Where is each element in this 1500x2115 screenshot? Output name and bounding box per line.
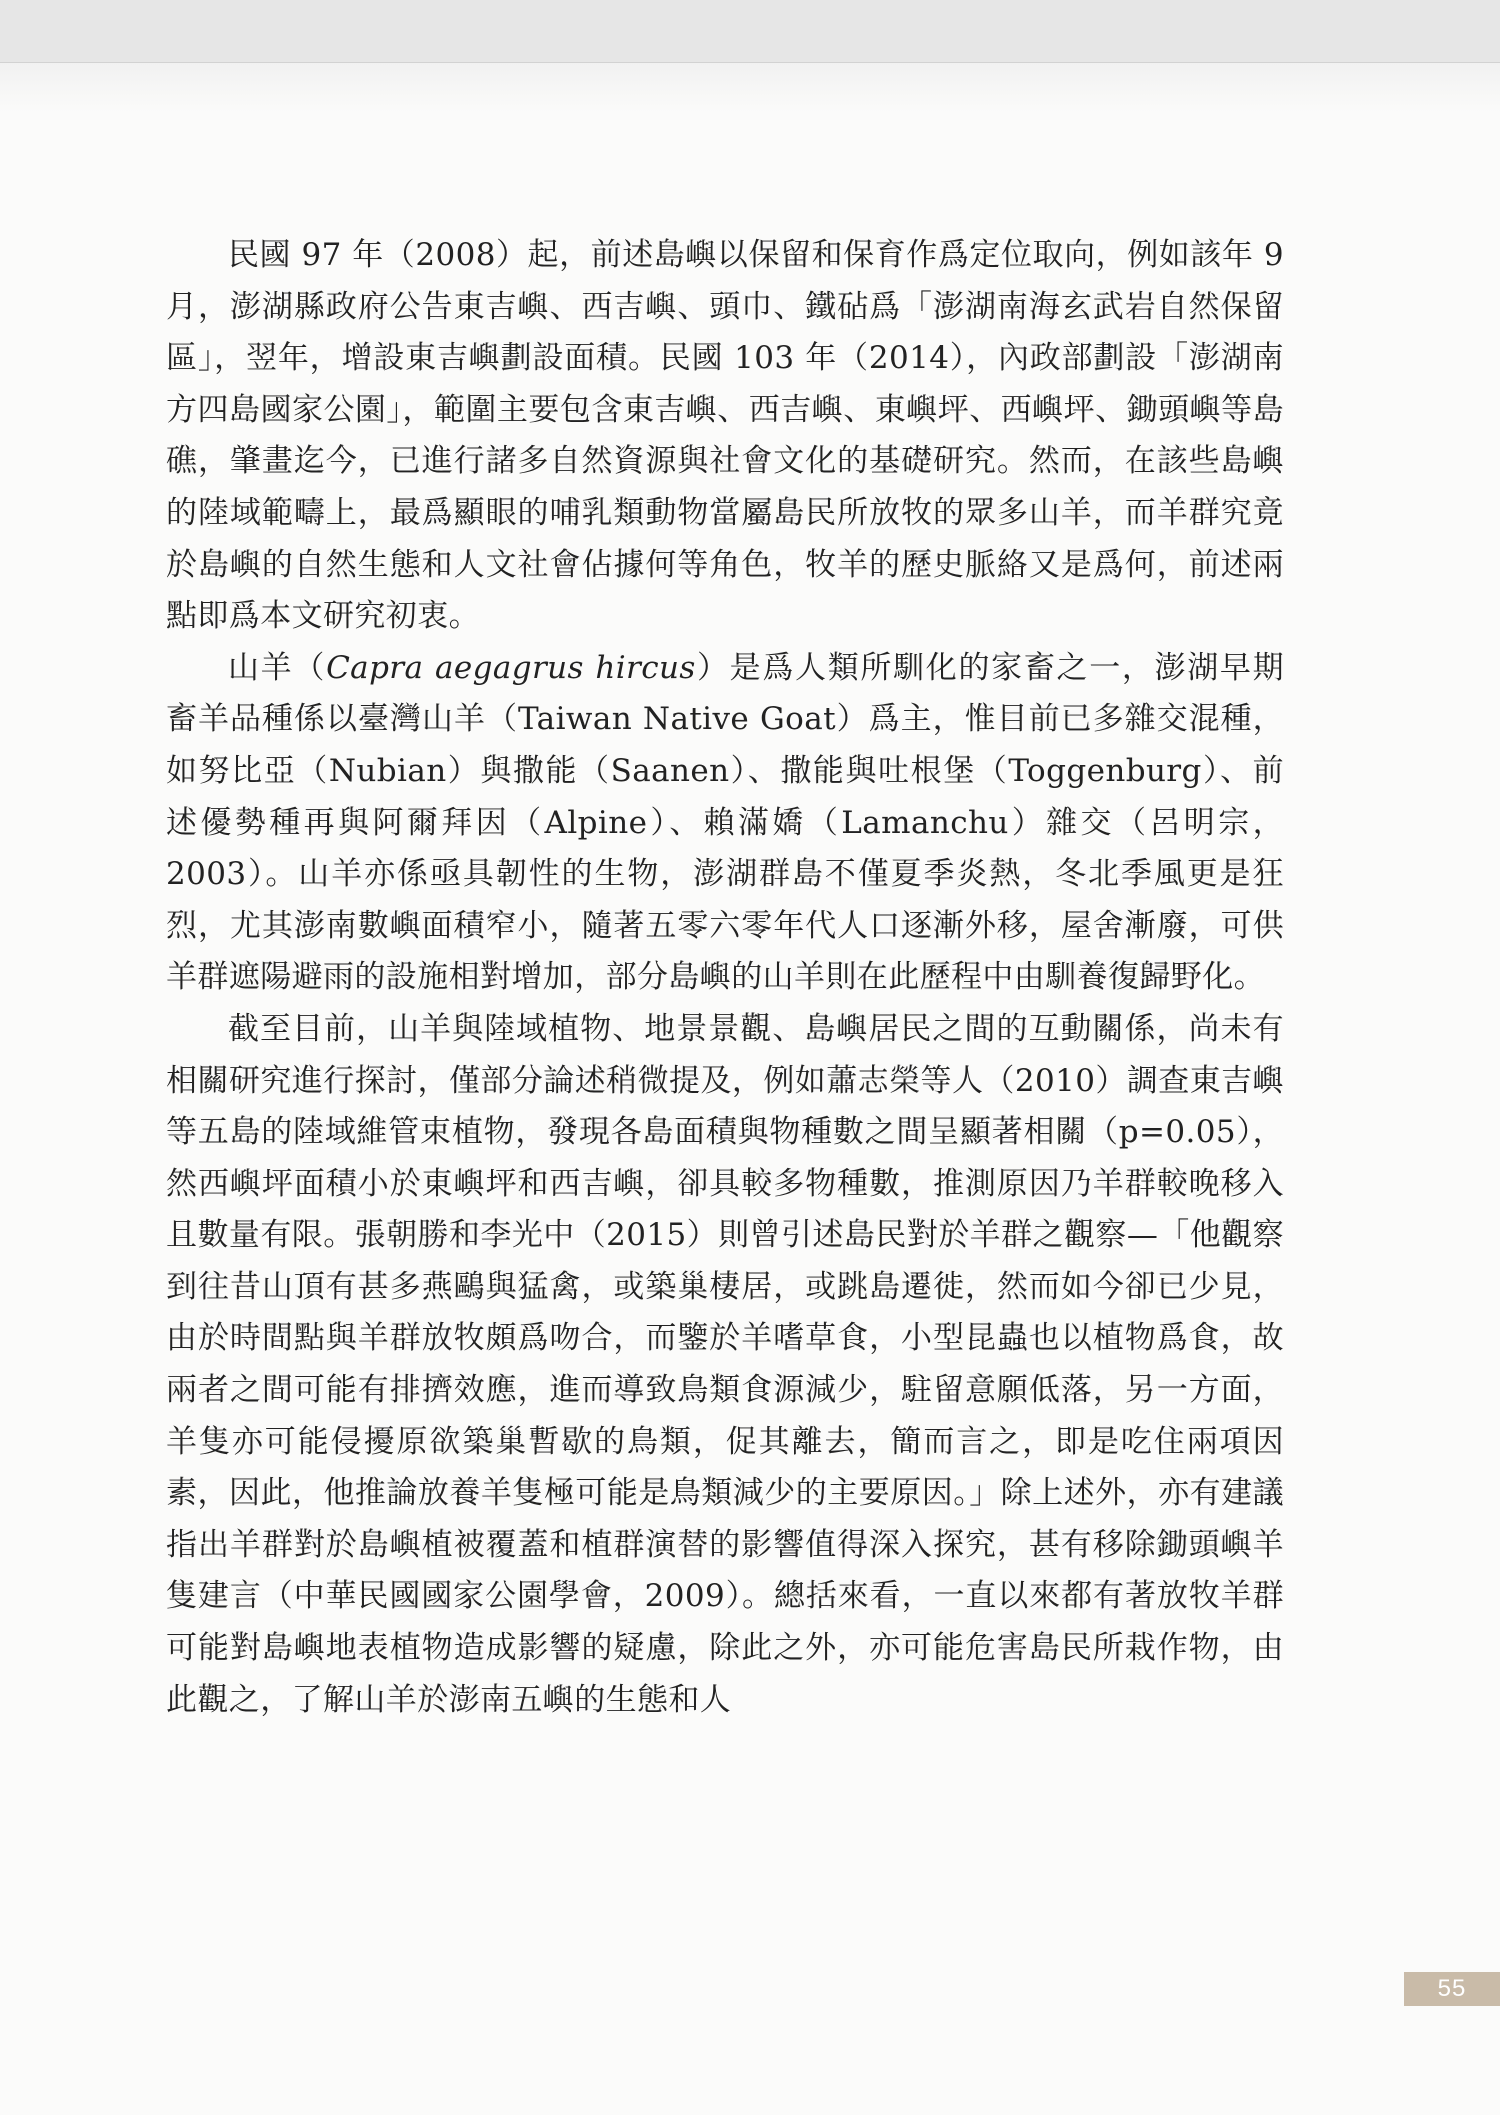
paragraph-3: 截至目前，山羊與陸域植物、地景景觀、島嶼居民之間的互動關係，尚未有相關研究進行探討，僅部分論述稍微提及，例如蕭志榮等人（2010）調查東吉嶼等五島的陸域維管束植物，發現各島面積與物種數之間呈顯著相關（p=0.05），然西嶼坪面積小於東嶼坪和西吉嶼，卻具較多物種數，推測原因乃羊群較晚移入且數量有限。張朝勝和李光中（2015）則曾引述島民對於羊群之觀察—「他觀察到往昔山頂有甚多燕鷗與猛禽，或築巢棲居，或跳島遷徙，然而如今卻已少見，由於時間點與羊群放牧頗爲吻合，而鑒於羊嗜草食，小型昆蟲也以植物爲食，故兩者之間可能有排擠效應，進而導致鳥類食源減少，駐留意願低落，另一方面，羊隻亦可能侵擾原欲築巢暫歇的鳥類，促其離去，簡而言之，即是吃住兩項因素，因此，他推論放養羊隻極可能是鳥類減少的主要原因。」除上述外，亦有建議指出羊群對於島嶼植被覆蓋和植群演替的影響值得深入探究，甚有移除鋤頭嶼羊隻建言（中華民國國家公園學會，2009）。總括來看，一直以來都有著放牧羊群可能對島嶼地表植物造成影響的疑慮，除此之外，亦可能危害島民所栽作物，由此觀之，了解山羊於澎南五嶼的生態和人 [166, 1010, 1284, 1718]
page-number: 55 [1404, 1972, 1500, 2006]
scan-top-band [0, 0, 1500, 63]
scientific-name: Capra aegagrus hircus [326, 649, 696, 686]
scan-top-shadow [0, 63, 1500, 113]
paragraph-2 [166, 643, 1284, 1004]
article-body [166, 230, 1284, 1726]
paragraph-1: 民國 97 年（2008）起，前述島嶼以保留和保育作爲定位取向，例如該年 9 月，澎湖縣政府公告東吉嶼、西吉嶼、頭巾、鐵砧爲「澎湖南海玄武岩自然保留區」，翌年，增設東吉嶼劃設面積。民國 103 年（2014），內政部劃設「澎湖南方四島國家公園」，範圍主要包含東吉嶼、西吉嶼、東嶼坪、西嶼坪、鋤頭嶼等島礁，肇畫迄今，已進行諸多自然資源與社會文化的基礎研究。然而，在該些島嶼的陸域範疇上，最爲顯眼的哺乳類動物當屬島民所放牧的眾多山羊，而羊群究竟於島嶼的自然生態和人文社會佔據何等角色，牧羊的歷史脈絡又是爲何，前述兩點即爲本文研究初衷。 [166, 237, 1284, 635]
paragraph-2-rest: ）是爲人類所馴化的家畜之一，澎湖早期畜羊品種係以臺灣山羊（Taiwan Native Goat）爲主，惟目前已多雜交混種，如努比亞（Nubian）與撒能（Saanen）、撒能與吐根堡（Toggenburg）、前述優勢種再與阿爾拜因（Alpine）、賴滿嬌（Lamanchu）雜交（呂明宗，2003）。山羊亦係亟具韌性的生物，澎湖群島不僅夏季炎熱，冬北季風更是狂烈，尤其澎南數嶼面積窄小，隨著五零六零年代人口逐漸外移，屋舍漸廢，可供羊群遮陽避雨的設施相對增加，部分島嶼的山羊則在此歷程中由馴養復歸野化。 [166, 649, 1285, 996]
paragraph-2-start: 山羊（ [228, 649, 327, 686]
